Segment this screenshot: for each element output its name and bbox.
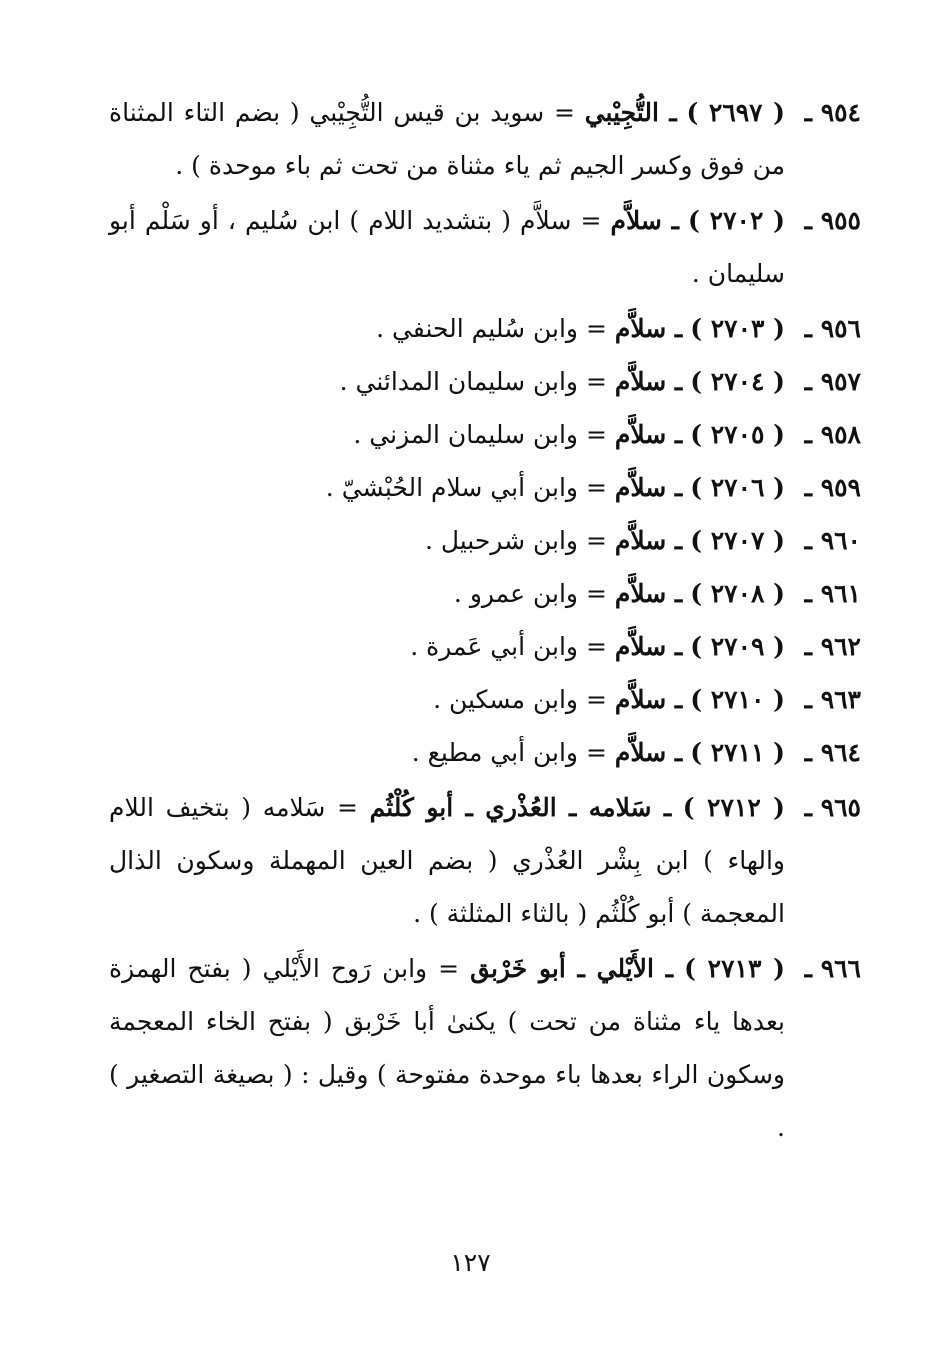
- entry-number: ٩٥٧ ـ: [804, 367, 861, 396]
- entry-962: [109, 620, 861, 673]
- entry-961: [109, 567, 861, 620]
- entry-text: = سلاَّم ( بتشديد اللام ) ابن سُليم ، أو سَلْم أبو سليمان .: [109, 206, 785, 288]
- entry-959: [109, 461, 861, 514]
- entry-number: ٩٦٢ ـ: [804, 632, 861, 661]
- entry-ref: ( ٢٧٠٦ ): [690, 473, 785, 502]
- entry-heading: ـ سلاَّم: [614, 685, 683, 714]
- entry-heading: ـ التُّجِيْبي: [584, 98, 677, 127]
- entry-965: [109, 781, 861, 940]
- entry-954: [109, 86, 861, 192]
- entry-ref: ( ٢٧٠٥ ): [690, 420, 785, 449]
- entry-heading: ـ سلاَّم: [614, 579, 683, 608]
- entry-heading: ـ سلاَّم: [614, 632, 683, 661]
- entry-number: ٩٥٤ ـ: [804, 98, 861, 127]
- entry-heading: ـ سلاَّم: [614, 738, 683, 767]
- entry-text: = وابن سليمان المزني .: [353, 420, 607, 449]
- entry-heading: ـ سلاَّم: [614, 314, 683, 343]
- entry-ref: ( ٢٧١٢ ): [682, 793, 785, 822]
- entry-ref: ( ٢٧٠٣ ): [690, 314, 785, 343]
- entry-heading: ـ سلاَّم: [614, 420, 683, 449]
- entry-958: [109, 408, 861, 461]
- entry-text: = وابن سُليم الحنفي .: [376, 314, 607, 343]
- entry-ref: ( ٢٦٩٧ ): [686, 98, 785, 127]
- entry-ref: ( ٢٧٠٨ ): [690, 579, 785, 608]
- entry-number: ٩٦١ ـ: [804, 579, 861, 608]
- entry-text: = وابن سليمان المدائني .: [339, 367, 607, 396]
- entry-text: = وابن أبي عَمرة .: [410, 632, 607, 661]
- entry-text: = سَلامه ( بتخيف اللام والهاء ) ابن بِشْر العُذْري ( بضم العين المهملة وسكون الذال المعجمة ) أبو كُلْثُم ( بالثاء المثلثة ) .: [109, 793, 785, 928]
- page-number: ١٢٧: [450, 1248, 491, 1277]
- entry-ref: ( ٢٧٠٢ ): [688, 206, 786, 235]
- entry-text: = وابن عمرو .: [453, 579, 607, 608]
- entry-text: = وابن أبي سلام الحُبْشيّ .: [325, 473, 607, 502]
- entry-number: ٩٦٤ ـ: [804, 738, 861, 767]
- entry-heading: ـ سلاَّم: [610, 206, 679, 235]
- entry-ref: ( ٢٧٠٤ ): [690, 367, 785, 396]
- entry-number: ٩٥٦ ـ: [804, 314, 861, 343]
- entry-966: [109, 942, 861, 1154]
- entry-ref: ( ٢٧١١ ): [690, 738, 785, 767]
- entry-heading: ـ سَلامه ـ العُذْري ـ أبو كُلْثُم: [369, 793, 672, 822]
- entry-ref: ( ٢٧١٣ ): [684, 954, 785, 983]
- entry-ref: ( ٢٧٠٩ ): [690, 632, 785, 661]
- entry-text: = وابن مسكين .: [433, 685, 607, 714]
- entry-heading: ـ سلاَّم: [614, 526, 683, 555]
- entry-964: [109, 726, 861, 779]
- entry-955: [109, 194, 861, 300]
- entries-list: [109, 86, 861, 1154]
- entry-number: ٩٦٥ ـ: [804, 793, 861, 822]
- entry-957: [109, 355, 861, 408]
- entry-ref: ( ٢٧٠٧ ): [690, 526, 785, 555]
- entry-960: [109, 514, 861, 567]
- entry-text: = سويد بن قيس التُّجِيْبي ( بضم التاء المثناة من فوق وكسر الجيم ثم ياء مثناة من تحت ثم باء موحدة ) .: [109, 98, 785, 180]
- entry-ref: ( ٢٧١٠ ): [690, 685, 785, 714]
- entry-number: ٩٦٦ ـ: [804, 954, 861, 983]
- entry-963: [109, 673, 861, 726]
- entry-number: ٩٥٨ ـ: [804, 420, 861, 449]
- entry-text: = وابن رَوح الأَيْلي ( بفتح الهمزة بعدها ياء مثناة من تحت ) يكنىٰ أبا خَرْبق ( بفتح الخاء المعجمة وسكون الراء بعدها باء موحدة مفتوحة ) وقيل : ( بصيغة التصغير ) .: [109, 954, 785, 1142]
- entry-heading: ـ سلاَّم: [614, 367, 683, 396]
- entry-number: ٩٦٠ ـ: [804, 526, 861, 555]
- entry-heading: ـ الأَيْلي ـ أبو خَرْبق: [470, 954, 674, 983]
- entry-number: ٩٥٩ ـ: [804, 473, 861, 502]
- entry-number: ٩٥٥ ـ: [804, 206, 861, 235]
- entry-text: = وابن شرحبيل .: [424, 526, 607, 555]
- entry-956: [109, 302, 861, 355]
- entry-heading: ـ سلاَّم: [614, 473, 683, 502]
- entry-text: = وابن أبي مطيع .: [411, 738, 607, 767]
- entry-number: ٩٦٣ ـ: [804, 685, 861, 714]
